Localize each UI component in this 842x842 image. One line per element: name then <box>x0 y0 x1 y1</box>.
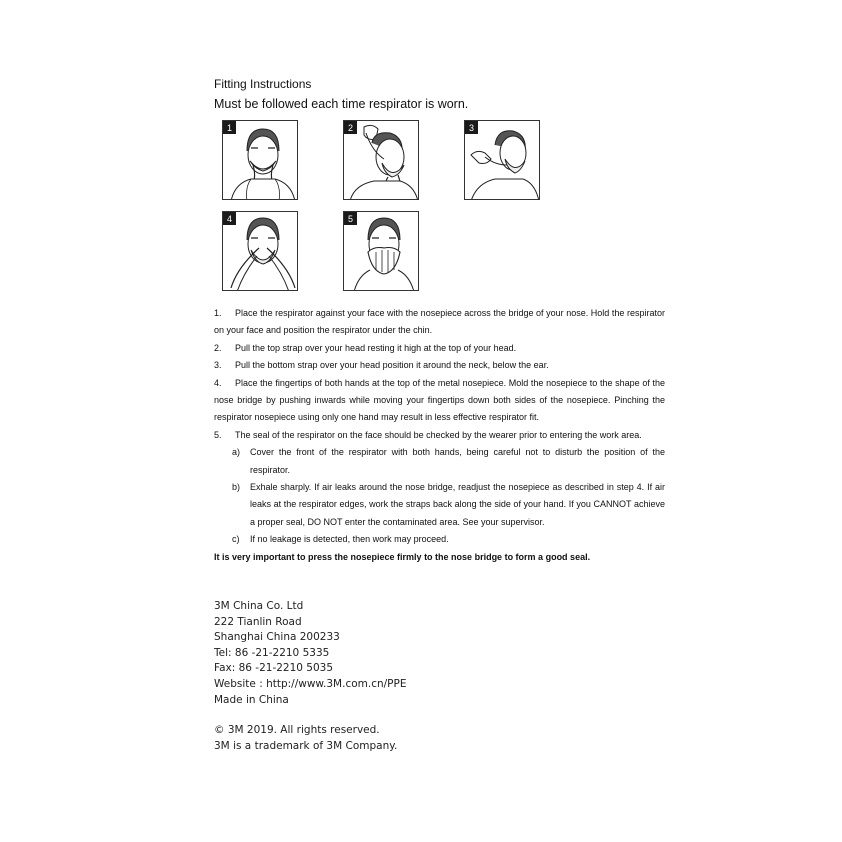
seal-check-icon <box>344 212 419 291</box>
substep-b: b) Exhale sharply. If air leaks around the nose bridge, readjust the nosepiece as described in step 4. If air leaks at the respirator edges, work the straps back along the side of your hand. If you CANNOT achieve a proper seal, DO NOT enter the contaminated area. See your supervisor. <box>232 482 665 527</box>
figure-step-1 <box>222 120 298 200</box>
svg-text:5: 5 <box>347 214 354 224</box>
company-name: 3M China Co. Ltd <box>214 600 304 612</box>
figure-step-4 <box>222 211 298 291</box>
svg-text:3: 3 <box>468 123 475 133</box>
mold-nosepiece-icon <box>223 212 298 291</box>
step-4: 4. Place the fingertips of both hands at the top of the metal nosepiece. Mold the nosepiece to the shape of the nose bridge by pushing inwards while moving your fingertips down both sides of the nosepiece. Pinching the respirator nosepiece using only one hand may result in less effective respirator fit. <box>214 377 665 423</box>
step-5: 5. The seal of the respirator on the face should be checked by the wearer prior to entering the work area. <box>214 429 642 440</box>
pull-bottom-strap-icon <box>465 121 540 200</box>
fitting-instructions <box>214 305 665 566</box>
face-hold-respirator-icon <box>223 121 298 200</box>
substep-c: c) If no leakage is detected, then work may proceed. <box>232 534 449 545</box>
document-subtitle: Must be followed each time respirator is worn. <box>214 97 469 111</box>
figure-step-2 <box>343 120 419 200</box>
copyright-line: © 3M 2019. All rights reserved. <box>214 724 380 736</box>
svg-text:2: 2 <box>347 123 354 133</box>
trademark-line: 3M is a trademark of 3M Company. <box>214 739 398 752</box>
step-2: 2. Pull the top strap over your head resting it high at the top of your head. <box>214 342 517 353</box>
pull-top-strap-icon <box>344 121 419 200</box>
substep-a: a) Cover the front of the respirator with both hands, being careful not to disturb the position of the respirator. <box>232 447 665 475</box>
telephone: Tel: 86 -21-2210 5335 <box>214 646 330 659</box>
street-address: 222 Tianlin Road <box>214 615 302 628</box>
step-3: 3. Pull the bottom strap over your head position it around the neck, below the ear. <box>214 360 549 371</box>
manufacturer-address <box>214 599 406 708</box>
country-of-origin: Made in China <box>214 693 289 706</box>
important-note: It is very important to press the nosepiece firmly to the nose bridge to form a good seal. <box>214 551 591 562</box>
svg-text:4: 4 <box>226 214 233 224</box>
svg-text:1: 1 <box>226 123 233 133</box>
city-address: Shanghai China 200233 <box>214 631 340 644</box>
website: Website : http://www.3M.com.cn/PPE <box>214 677 407 690</box>
step-1: 1. Place the respirator against your face with the nosepiece across the bridge of your nose. Hold the respirator on your face and position the respirator under the chin. <box>214 308 665 336</box>
figure-step-3 <box>464 120 540 200</box>
fax: Fax: 86 -21-2210 5035 <box>214 662 334 675</box>
document-title: Fitting Instructions <box>214 77 312 91</box>
copyright-block <box>214 723 397 754</box>
figure-step-5 <box>343 211 419 291</box>
